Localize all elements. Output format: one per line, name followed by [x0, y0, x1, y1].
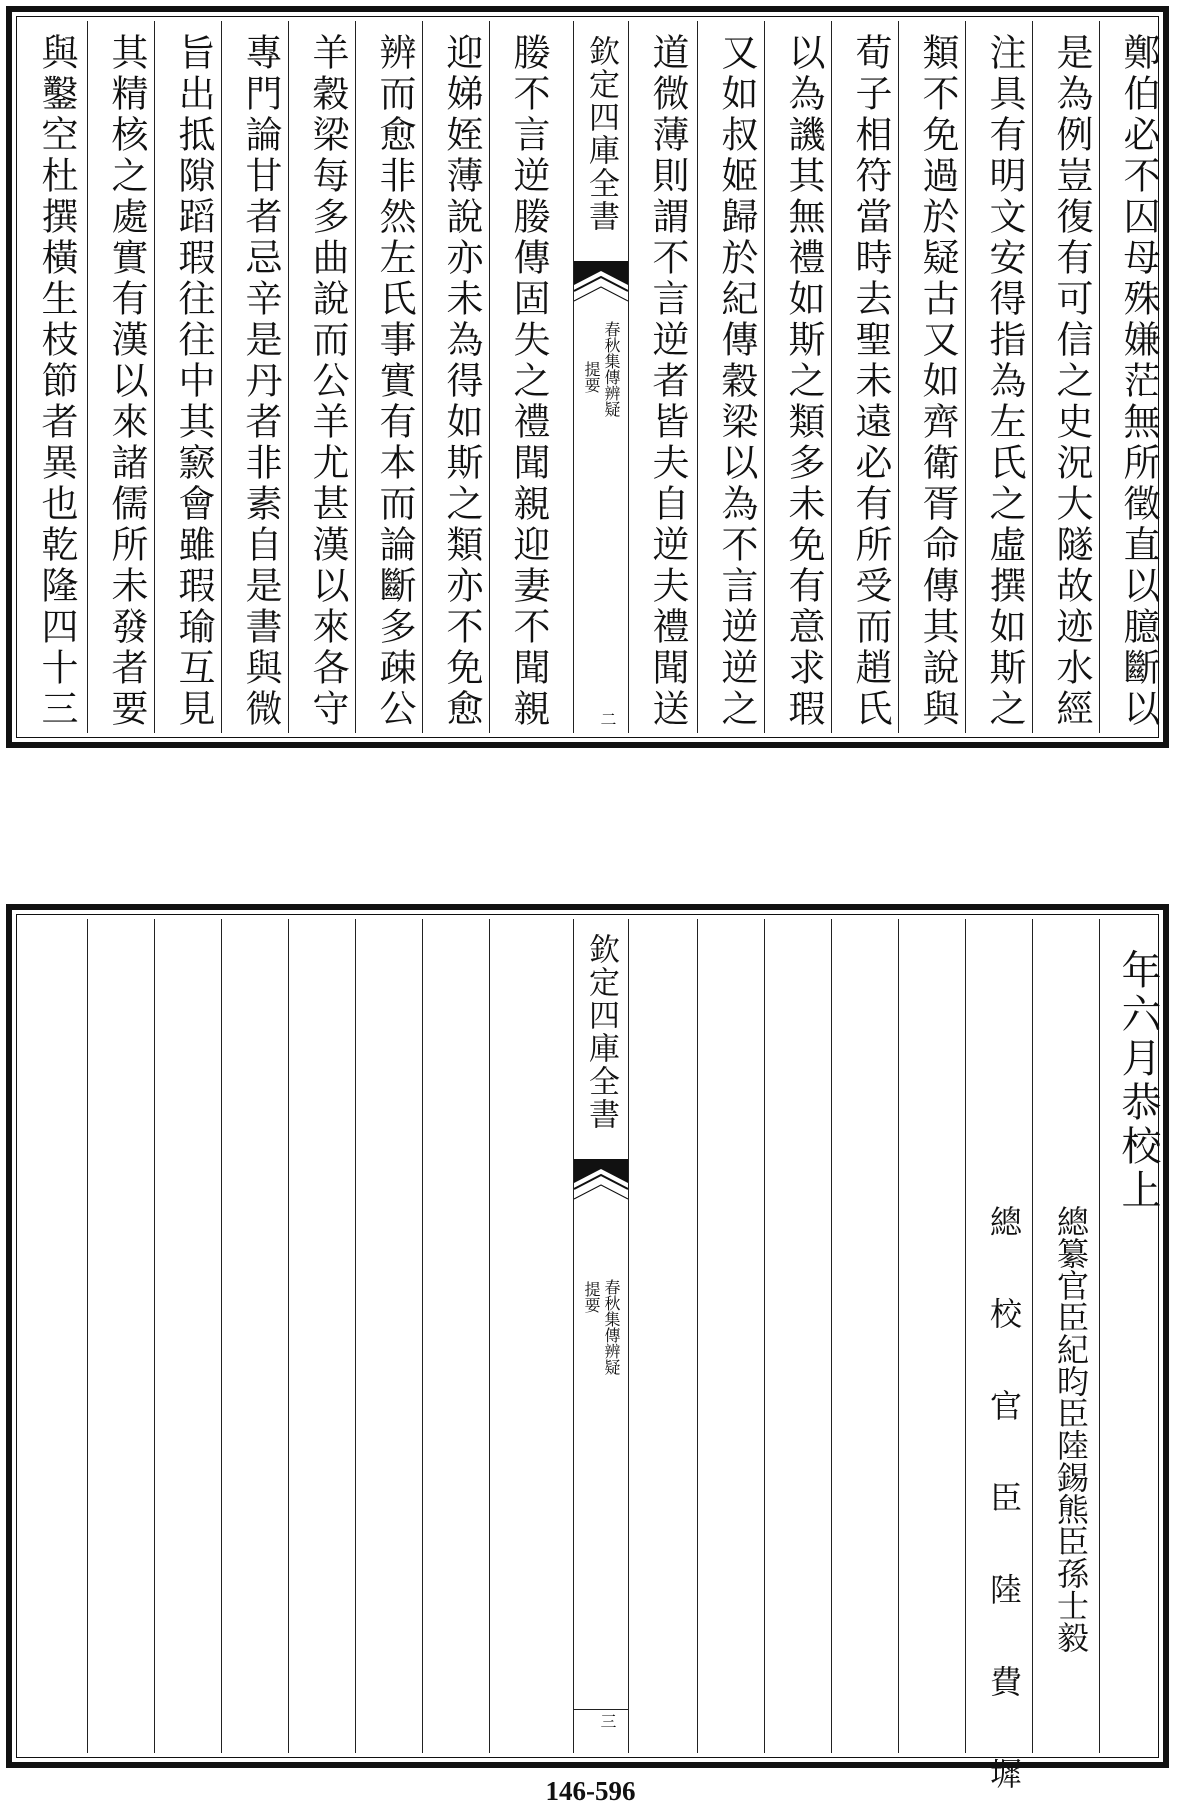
- bottom-center-fold: [573, 919, 629, 1753]
- book-title: 春秋集傳辨疑: [602, 321, 621, 417]
- text-column: 旨出抵隙蹈瑕往往中其窾會雖瑕瑜互見: [172, 33, 215, 730]
- page-number: 146-596: [545, 1776, 636, 1806]
- text-column: 又如叔姬歸於紀傳穀梁以為不言逆逆之: [715, 33, 758, 730]
- text-column: 鄭伯必不囚母殊嫌茫無所徵直以臆斷以: [1117, 33, 1160, 730]
- text-column: 與鑿空杜撰橫生枝節者異也乾隆四十三: [35, 33, 78, 730]
- text-column: 媵不言逆媵傳固失之禮聞親迎妻不聞親: [507, 33, 550, 730]
- column-rule: [221, 919, 222, 1753]
- fishtail-mark-icon: [574, 261, 628, 307]
- column-rule: [697, 919, 698, 1753]
- credit-column: 總 校 官 臣 陸 費 墀: [985, 1205, 1023, 1803]
- column-rule: [288, 919, 289, 1753]
- column-rule: [764, 919, 765, 1753]
- top-page-inner-border: [16, 16, 1159, 738]
- text-column: 類不免過於疑古又如齊衛胥命傳其說與: [916, 33, 959, 730]
- text-column: 年六月恭校上: [1115, 949, 1161, 1213]
- fishtail-mark-icon: [574, 1159, 628, 1205]
- fold-divider: [574, 1709, 628, 1710]
- text-column: 荀子相符當時去聖未遠必有所受而趙氏: [849, 33, 892, 730]
- text-column: 注具有明文安得指為左氏之虛撰如斯之: [983, 33, 1026, 730]
- text-column: 專門論甘者忌辛是丹者非素自是書與微: [239, 33, 282, 730]
- top-page: [6, 6, 1169, 748]
- series-title: 欽定四庫全書: [583, 35, 619, 233]
- column-rule: [898, 919, 899, 1753]
- column-rule: [831, 919, 832, 1753]
- text-column: 道微薄則謂不言逆者皆夫自逆夫禮聞送: [646, 33, 689, 730]
- credit-column: 總纂官臣紀昀臣陸錫熊臣孫士毅: [1052, 1205, 1090, 1653]
- top-center-fold: [573, 21, 629, 733]
- folio-number: 二: [598, 711, 617, 727]
- column-rule: [422, 919, 423, 1753]
- text-column: 是為例豈復有可信之史況大隧故迹水經: [1050, 33, 1093, 730]
- text-column: 以為譏其無禮如斯之類多未免有意求瑕: [782, 33, 825, 730]
- text-column: 辨而愈非然左氏事實有本而論斷多疎公: [373, 33, 416, 730]
- column-rule: [87, 919, 88, 1753]
- section-label: 提要: [582, 1281, 601, 1313]
- book-title: 春秋集傳辨疑: [602, 1279, 621, 1375]
- text-column: 羊穀梁每多曲說而公羊尤甚漢以來各守: [306, 33, 349, 730]
- section-label: 提要: [582, 361, 601, 393]
- folio-number: 三: [598, 1713, 617, 1729]
- column-rule: [355, 919, 356, 1753]
- series-title: 欽定四庫全書: [583, 933, 619, 1131]
- column-rule: [965, 919, 966, 1753]
- column-rule: [154, 919, 155, 1753]
- column-rule: [489, 919, 490, 1753]
- text-column: 迎娣姪薄說亦未為得如斯之類亦不免愈: [440, 33, 483, 730]
- text-column: 其精核之處實有漢以來諸儒所未發者要: [105, 33, 148, 730]
